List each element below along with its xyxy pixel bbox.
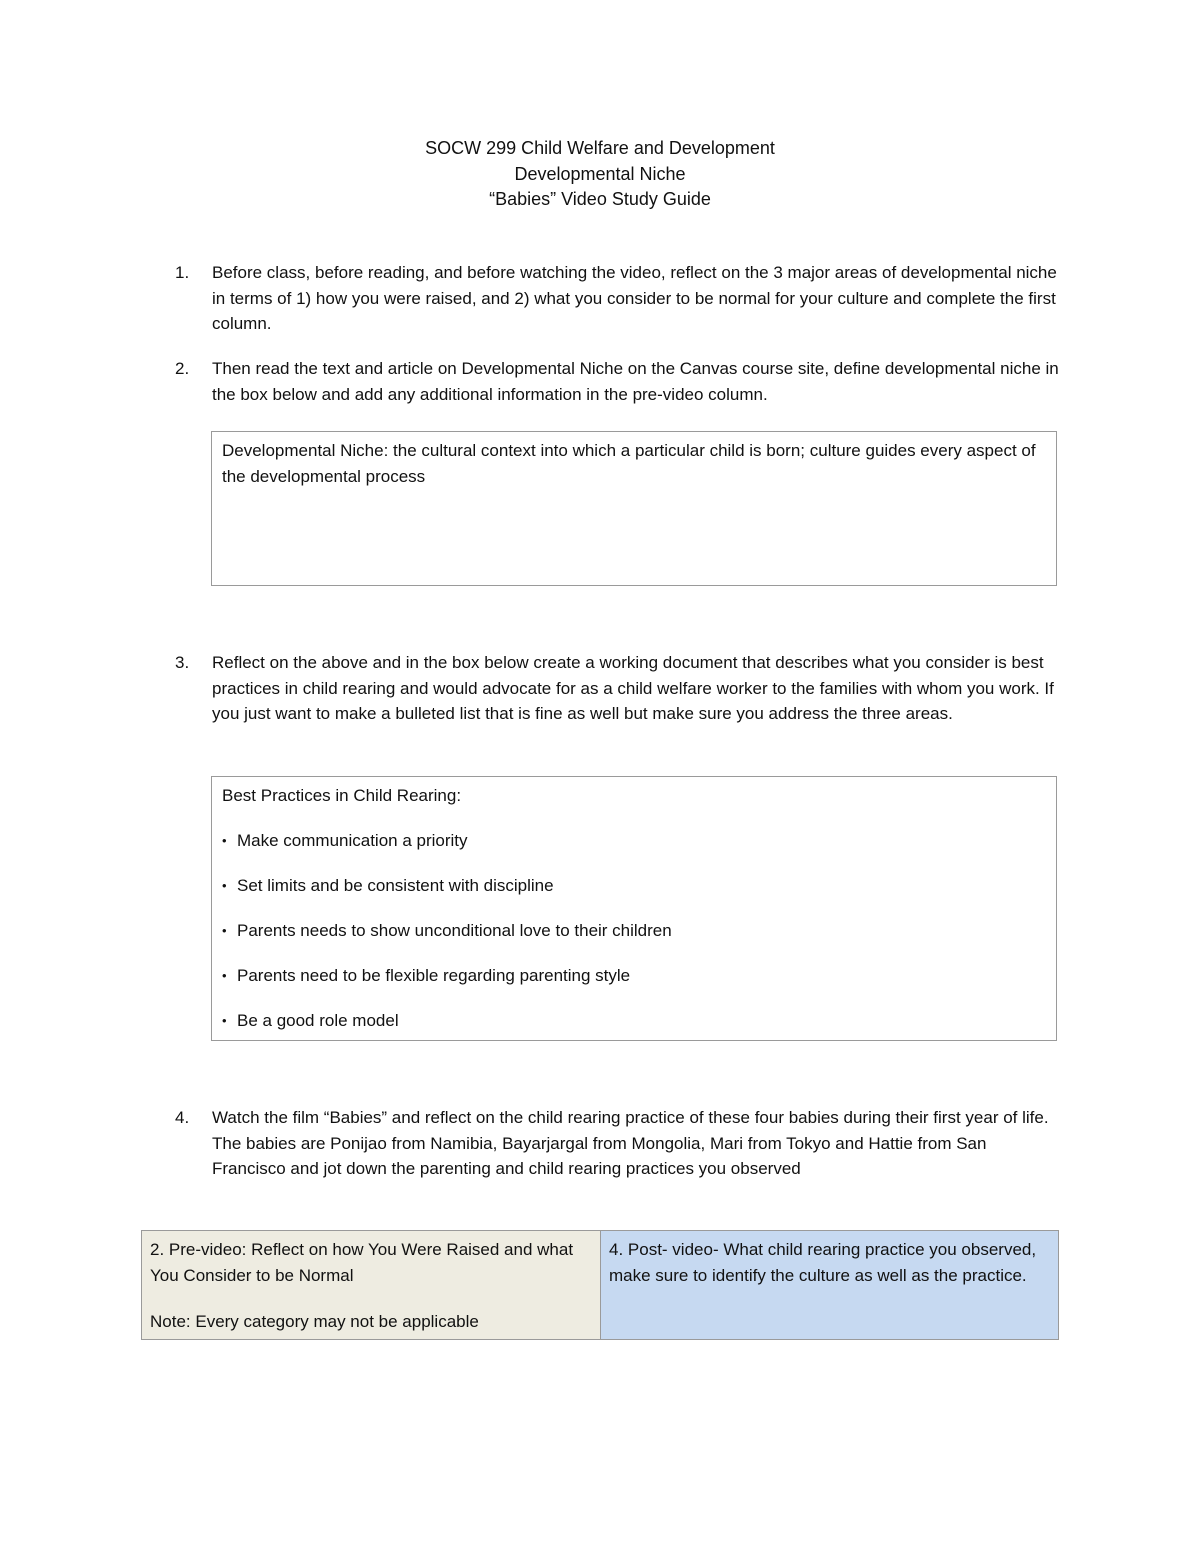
best-practices-list [222,828,1046,1034]
niche-definition: Developmental Niche: the cultural context into which a particular child is born; culture guides every aspect of the developmental process [222,441,1036,486]
item-number: 1. [175,263,190,282]
instruction-item-3 [175,650,1060,727]
developmental-niche-box [211,431,1057,586]
pre-video-heading: 2. Pre-video: Reflect on how You Were Raised and what You Consider to be Normal [150,1240,574,1285]
item-number: 2. [175,359,190,378]
bullet-icon: • [222,923,227,938]
instruction-item-2 [175,356,1060,407]
best-practices-box [211,776,1057,1041]
document-header [0,136,1200,213]
item-number: 3. [175,653,190,672]
bullet-icon: • [222,833,227,848]
bullet-icon: • [222,968,227,983]
list-item: • Parents needs to show unconditional love to their children [222,918,1046,944]
guide-title: “Babies” Video Study Guide [489,189,711,209]
best-practices-label: Best Practices in Child Rearing: [222,786,462,805]
item-number: 4. [175,1108,190,1127]
bullet-icon: • [222,1013,227,1028]
post-video-column-header [601,1231,1058,1339]
post-video-heading: 4. Post- video- What child rearing practice you observed, make sure to identify the culture as well as the practice. [609,1240,1037,1285]
item-text: Watch the film “Babies” and reflect on the child rearing practice of these four babies during their first year of life. The babies are Ponijao from Namibia, Bayarjargal from Mongolia, Mari from Tokyo and Hattie from San Francisco and jot down the parenting and child rearing practices you observed [212,1108,1049,1178]
list-item: • Be a good role model [222,1008,1046,1034]
list-item: • Make communication a priority [222,828,1046,854]
reflection-table [141,1230,1059,1340]
item-text: Reflect on the above and in the box below create a working document that describes what you consider is best practices in child rearing and would advocate for as a child welfare worker to the families with whom you work. If you just want to make a bulleted list that is fine as well but make sure you address the three areas. [212,653,1054,723]
item-text: Then read the text and article on Developmental Niche on the Canvas course site, define developmental niche in the box below and add any additional information in the pre-video column. [212,359,1059,404]
course-title: SOCW 299 Child Welfare and Development [425,138,775,158]
bullet-icon: • [222,878,227,893]
instruction-item-1 [175,260,1060,337]
list-item: • Parents need to be flexible regarding parenting style [222,963,1046,989]
item-text: Before class, before reading, and before watching the video, reflect on the 3 major areas of developmental niche in terms of 1) how you were raised, and 2) what you consider to be normal for your culture and complete the first column. [212,263,1057,333]
pre-video-column-header [142,1231,601,1339]
topic-title: Developmental Niche [514,163,686,184]
instruction-item-4 [175,1105,1060,1182]
list-item: • Set limits and be consistent with discipline [222,873,1046,899]
pre-video-note: Note: Every category may not be applicable [150,1312,479,1331]
